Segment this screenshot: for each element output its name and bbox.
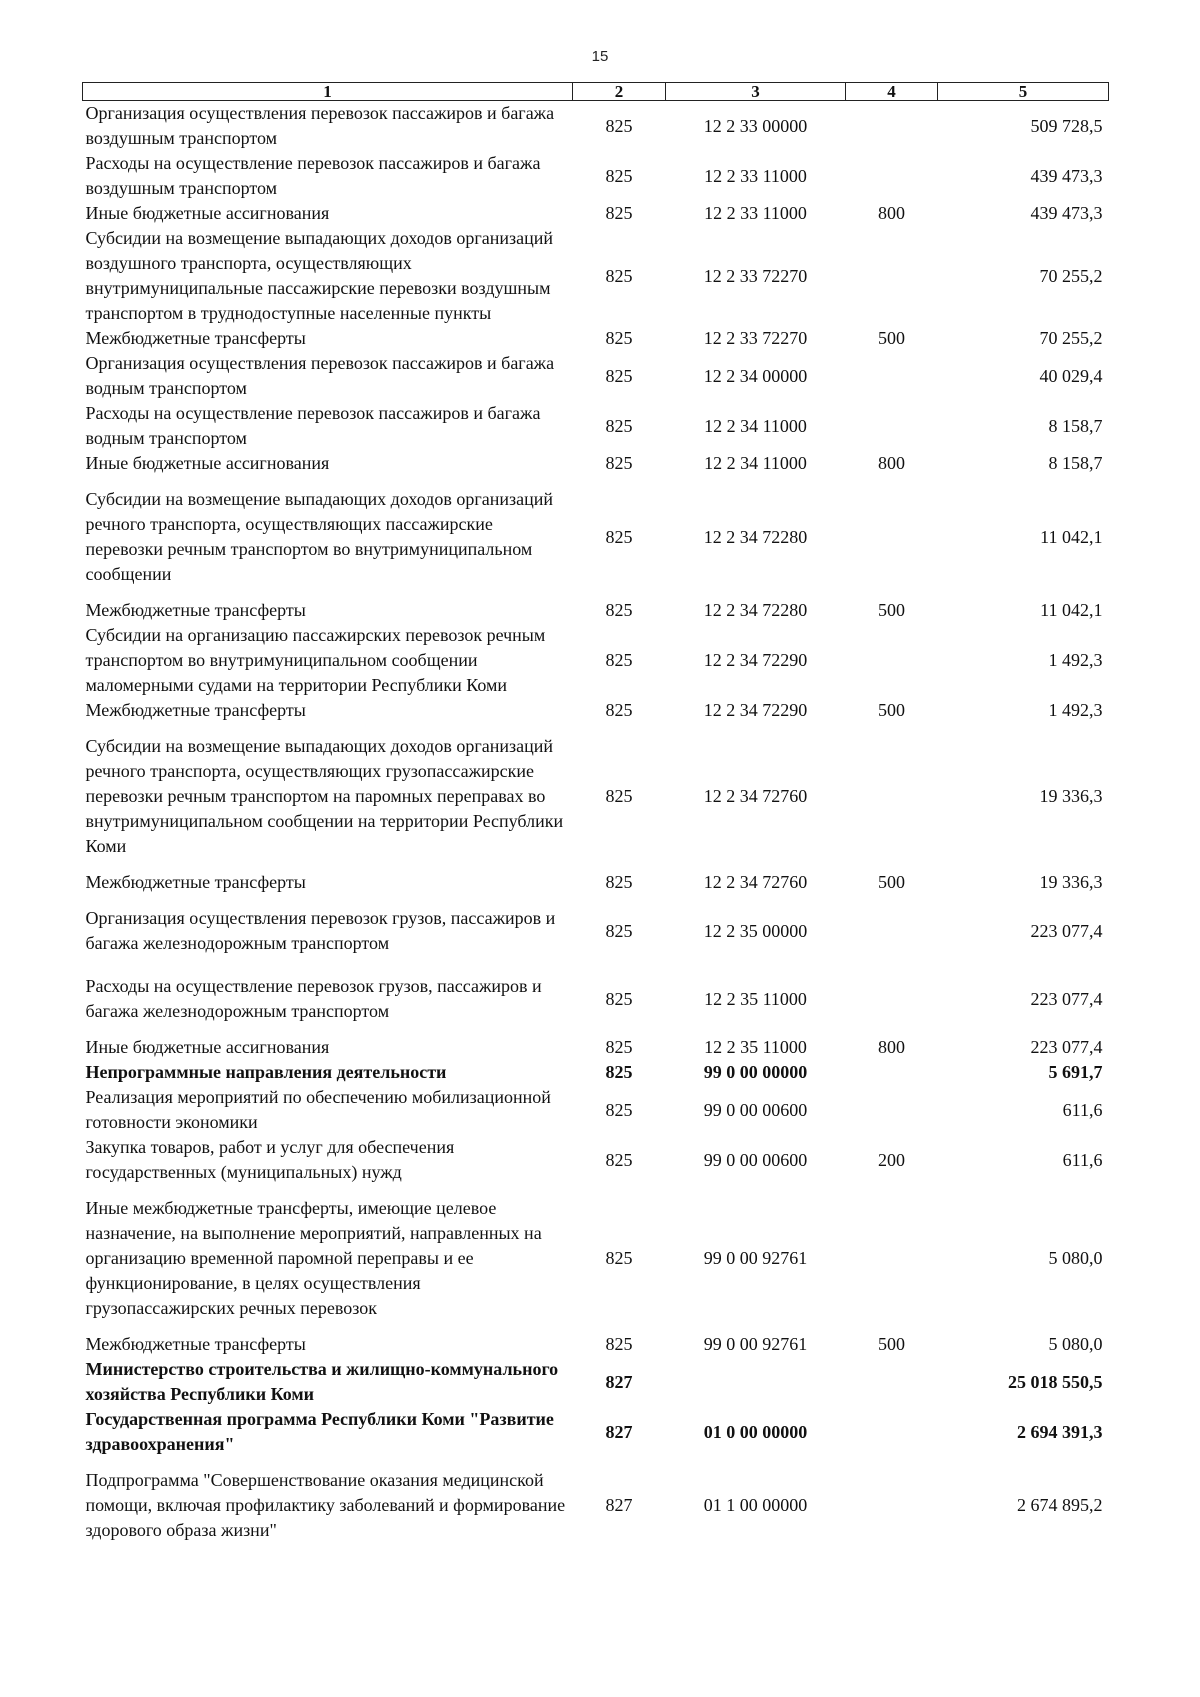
row-amount: 5 691,7 xyxy=(1048,1062,1103,1082)
row-ministry: 827 xyxy=(605,1495,633,1515)
table-row xyxy=(83,870,1109,906)
row-target-article: 12 2 33 72270 xyxy=(703,328,808,348)
header-col-amount: 5 xyxy=(938,83,1109,101)
header-col-ministry: 2 xyxy=(573,83,666,101)
row-target-article: 12 2 34 72290 xyxy=(703,700,808,720)
row-amount: 439 473,3 xyxy=(1030,203,1103,223)
row-ministry: 825 xyxy=(605,1037,633,1057)
row-name: Субсидии на возмещение выпадающих доходов организаций речного транспорта, осуществляющих пассажирские перевозки речным транспортом во внутримуниципальном сообщении xyxy=(85,489,553,584)
table-row xyxy=(83,1135,1109,1196)
row-target-article: 12 2 33 11000 xyxy=(704,165,807,186)
table-row xyxy=(83,1196,1109,1332)
row-expense-type xyxy=(846,623,938,698)
row-target-article: 99 0 00 92761 xyxy=(703,1334,808,1354)
row-name: Иные межбюджетные трансферты, имеющие целевое назначение, на выполнение мероприятий, направленных на организацию временной паромной переправы и ее функционирование, в целях осуществления грузопассажирских речных перевозок xyxy=(85,1198,542,1318)
row-ministry: 827 xyxy=(605,1421,633,1442)
table-row xyxy=(83,476,1109,598)
row-ministry: 825 xyxy=(605,650,633,670)
row-target-article: 12 2 34 11000 xyxy=(704,453,807,473)
row-amount: 2 694 391,3 xyxy=(1017,1421,1103,1442)
table-row xyxy=(83,401,1109,451)
row-ministry: 825 xyxy=(605,415,633,436)
budget-table xyxy=(82,82,1109,1543)
row-expense-type xyxy=(846,1357,938,1407)
row-expense-type xyxy=(846,1196,938,1332)
row-amount: 40 029,4 xyxy=(1039,365,1103,386)
row-amount: 11 042,1 xyxy=(1040,526,1103,547)
row-expense-type xyxy=(846,151,938,201)
row-name: Организация осуществления перевозок пассажиров и багажа водным транспортом xyxy=(85,353,555,398)
row-target-article: 12 2 34 72760 xyxy=(703,786,808,806)
row-amount: 19 336,3 xyxy=(1039,786,1103,806)
row-amount: 2 674 895,2 xyxy=(1017,1495,1103,1515)
row-expense-type: 500 xyxy=(878,328,905,348)
row-amount: 223 077,4 xyxy=(1030,988,1103,1009)
row-name: Иные бюджетные ассигнования xyxy=(85,203,330,223)
page-number: 15 xyxy=(591,48,609,65)
row-expense-type: 800 xyxy=(878,453,905,473)
row-target-article: 99 0 00 00000 xyxy=(703,1062,808,1082)
row-ministry: 825 xyxy=(605,872,633,892)
row-amount: 19 336,3 xyxy=(1039,872,1103,892)
table-row xyxy=(83,974,1109,1035)
row-ministry: 825 xyxy=(605,328,633,348)
row-expense-type xyxy=(846,734,938,870)
row-expense-type xyxy=(846,476,938,598)
row-target-article: 12 2 34 72760 xyxy=(703,872,808,892)
row-amount: 5 080,0 xyxy=(1048,1248,1103,1268)
row-target-article: 12 2 34 72280 xyxy=(703,526,808,547)
row-name: Межбюджетные трансферты xyxy=(85,328,306,348)
row-name: Иные бюджетные ассигнования xyxy=(85,1037,330,1057)
row-target-article: 99 0 00 92761 xyxy=(703,1248,808,1268)
row-name: Подпрограмма "Совершенствование оказания медицинской помощи, включая профилактику заболеваний и формирование здорового образа жизни" xyxy=(85,1470,566,1540)
row-ministry: 825 xyxy=(605,988,633,1009)
row-name: Расходы на осуществление перевозок пассажиров и багажа воздушным транспортом xyxy=(85,153,541,198)
row-name: Реализация мероприятий по обеспечению мобилизационной готовности экономики xyxy=(85,1087,551,1132)
row-target-article: 12 2 34 11000 xyxy=(704,415,807,436)
row-target-article: 12 2 33 11000 xyxy=(704,203,807,223)
row-expense-type: 500 xyxy=(878,872,905,892)
row-ministry: 825 xyxy=(605,1099,633,1120)
row-amount: 509 728,5 xyxy=(1030,115,1103,136)
row-name: Субсидии на возмещение выпадающих доходов организаций воздушного транспорта, осуществляющих внутримуниципальные пассажирские перевозки воздушным транспортом в труднодоступные населенные пункты xyxy=(85,228,553,323)
row-amount: 1 492,3 xyxy=(1048,700,1103,720)
row-amount: 70 255,2 xyxy=(1039,265,1103,286)
row-ministry: 825 xyxy=(605,265,633,286)
row-ministry: 825 xyxy=(605,165,633,186)
row-target-article: 12 2 35 00000 xyxy=(703,920,808,941)
row-target-article: 01 0 00 00000 xyxy=(703,1421,808,1442)
row-ministry: 825 xyxy=(605,1062,633,1082)
row-amount: 611,6 xyxy=(1062,1149,1103,1170)
row-name: Закупка товаров, работ и услуг для обеспечения государственных (муниципальных) нужд xyxy=(85,1137,455,1182)
table-row xyxy=(83,1468,1109,1543)
row-expense-type xyxy=(846,1407,938,1468)
table-row xyxy=(83,1085,1109,1135)
row-name: Расходы на осуществление перевозок грузов, пассажиров и багажа железнодорожным транспортом xyxy=(85,976,542,1021)
row-target-article: 12 2 34 72280 xyxy=(703,600,808,620)
table-row xyxy=(83,1407,1109,1468)
row-name: Организация осуществления перевозок пассажиров и багажа воздушным транспортом xyxy=(85,103,555,148)
table-row xyxy=(83,906,1109,974)
row-target-article: 12 2 34 00000 xyxy=(703,365,808,386)
table-row xyxy=(83,1060,1109,1085)
row-amount: 223 077,4 xyxy=(1030,920,1103,941)
row-target-article: 99 0 00 00600 xyxy=(703,1149,808,1170)
table-row xyxy=(83,1357,1109,1407)
row-name: Государственная программа Республики Коми "Развитие здравоохранения" xyxy=(85,1409,554,1454)
row-target-article: 99 0 00 00600 xyxy=(703,1099,808,1120)
row-ministry: 825 xyxy=(605,203,633,223)
row-expense-type: 200 xyxy=(878,1149,905,1170)
row-amount: 1 492,3 xyxy=(1048,650,1103,670)
row-amount: 11 042,1 xyxy=(1040,600,1103,620)
header-row xyxy=(83,83,1109,101)
table-row xyxy=(83,101,1109,152)
row-ministry: 827 xyxy=(605,1371,633,1392)
row-target-article: 12 2 33 72270 xyxy=(703,265,808,286)
row-ministry: 825 xyxy=(605,1334,633,1354)
row-amount: 25 018 550,5 xyxy=(1008,1371,1103,1392)
row-target-article: 12 2 35 11000 xyxy=(704,1037,807,1057)
row-amount: 70 255,2 xyxy=(1039,328,1103,348)
row-ministry: 825 xyxy=(605,115,633,136)
row-target-article xyxy=(666,1357,846,1407)
header-col-target-article: 3 xyxy=(666,83,846,101)
table-row xyxy=(83,734,1109,870)
row-ministry: 825 xyxy=(605,1149,633,1170)
table-row xyxy=(83,623,1109,698)
row-amount: 8 158,7 xyxy=(1048,415,1103,436)
row-ministry: 825 xyxy=(605,365,633,386)
row-ministry: 825 xyxy=(605,453,633,473)
row-name: Иные бюджетные ассигнования xyxy=(85,453,330,473)
row-expense-type xyxy=(846,226,938,326)
table-row xyxy=(83,326,1109,351)
table-row xyxy=(83,226,1109,326)
row-name: Межбюджетные трансферты xyxy=(85,1334,306,1354)
row-target-article: 12 2 34 72290 xyxy=(703,650,808,670)
row-expense-type xyxy=(846,1085,938,1135)
table-row xyxy=(83,1035,1109,1060)
table-row xyxy=(83,698,1109,734)
row-target-article: 12 2 33 00000 xyxy=(703,115,808,136)
row-name: Межбюджетные трансферты xyxy=(85,700,306,720)
row-amount: 5 080,0 xyxy=(1048,1334,1103,1354)
row-expense-type: 800 xyxy=(878,203,905,223)
row-expense-type xyxy=(846,101,938,152)
row-target-article: 01 1 00 00000 xyxy=(703,1495,808,1515)
row-amount: 439 473,3 xyxy=(1030,165,1103,186)
row-amount: 223 077,4 xyxy=(1030,1037,1103,1057)
row-expense-type xyxy=(846,351,938,401)
row-name: Межбюджетные трансферты xyxy=(85,872,306,892)
header-col-name: 1 xyxy=(83,83,573,101)
row-expense-type: 500 xyxy=(878,700,905,720)
row-ministry: 825 xyxy=(605,700,633,720)
row-name: Организация осуществления перевозок грузов, пассажиров и багажа железнодорожным транспортом xyxy=(85,908,556,953)
row-ministry: 825 xyxy=(605,786,633,806)
row-name: Министерство строительства и жилищно-коммунального хозяйства Республики Коми xyxy=(85,1359,559,1404)
row-expense-type: 500 xyxy=(878,600,905,620)
row-name: Межбюджетные трансферты xyxy=(85,600,306,620)
row-expense-type: 800 xyxy=(878,1037,905,1057)
row-amount: 8 158,7 xyxy=(1048,453,1103,473)
row-name: Субсидии на возмещение выпадающих доходов организаций речного транспорта, осуществляющих грузопассажирские перевозки речным транспортом на паромных переправах во внутримуниципальном сообщении на территории Республики Коми xyxy=(85,736,564,856)
table-row xyxy=(83,1332,1109,1357)
row-expense-type xyxy=(846,1060,938,1085)
row-ministry: 825 xyxy=(605,1248,633,1268)
table-row xyxy=(83,451,1109,476)
row-expense-type xyxy=(846,401,938,451)
row-expense-type xyxy=(846,974,938,1035)
row-name: Субсидии на организацию пассажирских перевозок речным транспортом во внутримуниципальном сообщении маломерными судами на территории Республики Коми xyxy=(85,625,546,695)
row-amount: 611,6 xyxy=(1062,1099,1103,1120)
table-row xyxy=(83,598,1109,623)
row-name: Расходы на осуществление перевозок пассажиров и багажа водным транспортом xyxy=(85,403,541,448)
row-expense-type: 500 xyxy=(878,1334,905,1354)
table-row xyxy=(83,351,1109,401)
row-expense-type xyxy=(846,906,938,974)
header-col-expense-type: 4 xyxy=(846,83,938,101)
row-ministry: 825 xyxy=(605,920,633,941)
row-ministry: 825 xyxy=(605,600,633,620)
table-row xyxy=(83,201,1109,226)
row-expense-type xyxy=(846,1468,938,1543)
table-row xyxy=(83,151,1109,201)
row-name: Непрограммные направления деятельности xyxy=(85,1062,447,1082)
row-ministry: 825 xyxy=(605,526,633,547)
row-target-article: 12 2 35 11000 xyxy=(704,988,807,1009)
